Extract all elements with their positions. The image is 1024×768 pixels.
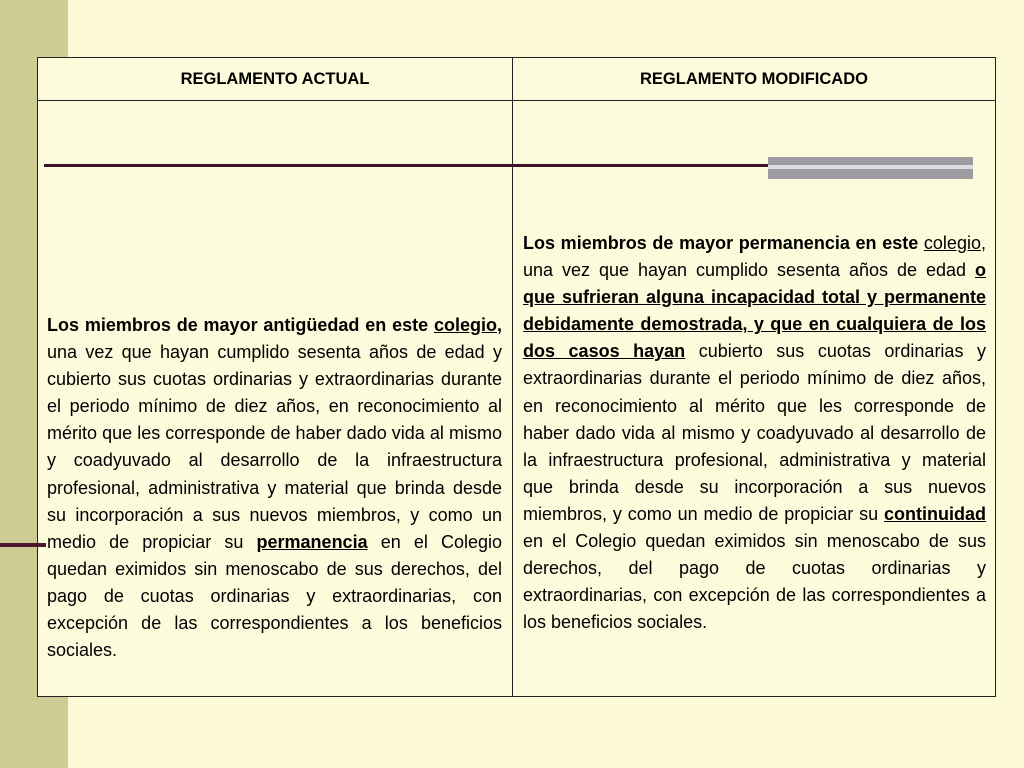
header-separator [38, 100, 995, 101]
header-reglamento-actual: REGLAMENTO ACTUAL [180, 69, 370, 88]
right-text-age: , una vez que hayan cumplido sesenta años de edad [523, 233, 986, 281]
reglamento-actual-text [47, 312, 502, 664]
left-text-colegio: colegio [433, 315, 497, 335]
right-text-body: cubierto sus cuotas ordinarias y extraordinarias durante el periodo mínimo de diez años, en reconocimiento al mérito que les corresponde de haber dado vida al mismo y coadyuvado al desarrollo de la infraestructura profesional, administrativa y material que brinda desde su incorporación a sus nuevos miembros, y como un medio de propiciar su [523, 341, 986, 524]
side-accent-line [0, 543, 46, 547]
horizontal-divider-line [44, 164, 770, 167]
header-reglamento-modificado: REGLAMENTO MODIFICADO [640, 69, 868, 88]
comparison-table [37, 57, 996, 697]
right-text-continuidad: continuidad [884, 503, 986, 524]
left-text-ending: en el Colegio quedan eximidos sin menoscabo de sus derechos, del pago de cuotas ordinarias y extraordinarias, con excepción de las correspondientes a los beneficios sociales. [47, 531, 502, 661]
right-text-bold-intro: Los miembros de mayor permanencia en este [523, 233, 919, 253]
left-text-permanencia: permanencia [256, 531, 368, 552]
left-text-body: una vez que hayan cumplido sesenta años de edad y cubierto sus cuotas ordinarias y extraordinarias durante el periodo mínimo de diez años, en reconocimiento al mérito que les corresponde de haber dado vida al mismo y coadyuvado al desarrollo de la infraestructura profesional, administrativa y material que brinda desde su incorporación a sus nuevos miembros, y como un medio de propiciar su [47, 342, 502, 552]
left-text-comma: , [496, 315, 502, 335]
right-text-incapacidad: o que sufrieran alguna incapacidad total y permanente debidamente demostrada, y que en cualquiera de los dos casos hayan [523, 260, 986, 362]
right-text-ending: en el Colegio quedan eximidos sin menoscabo de sus derechos, del pago de cuotas ordinarias y extraordinarias, con excepción de las correspondientes a los beneficios sociales. [523, 531, 986, 633]
decorative-grey-bar [768, 157, 973, 179]
column-separator [512, 58, 513, 696]
reglamento-modificado-text [523, 230, 986, 636]
left-text-bold-intro: Los miembros de mayor antigüedad en este [47, 315, 429, 335]
right-text-colegio: colegio [923, 233, 981, 253]
